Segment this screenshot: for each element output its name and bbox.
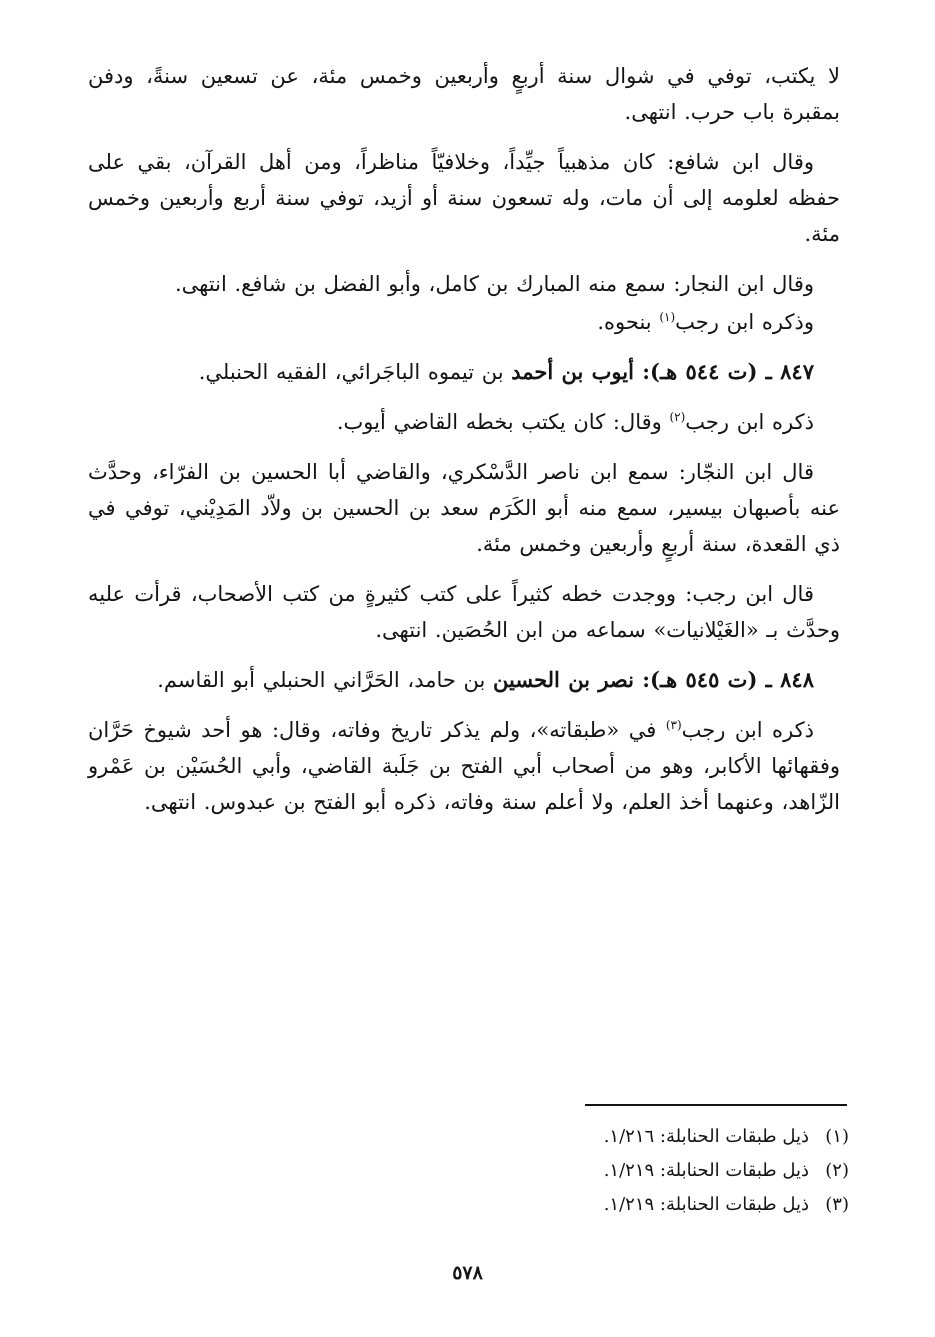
paragraph-4: وذكره ابن رجب$^{(١)}$ بنحوه. <box>597 310 814 334</box>
paragraph-7: قال ابن النجّار: سمع ابن ناصر الدَّسْكري، والقاضي أبا الحسين بن الفرّاء، وحدَّث عنه بأصبهان بيسير، سمع منه أبو الكَرَم سعد بن الحسين بن ولاّد المَدِيْني، توفي في ذي القعدة، سنة أربعٍ وأربعين وخمس مئة. <box>88 460 840 556</box>
footnote-2: (٢)ذيل طبقات الحنابلة: ١/٢١٩. <box>603 1160 849 1181</box>
footnote-ref-1: (١) <box>659 310 676 324</box>
footnote-ref-2: (٢) <box>669 410 686 424</box>
footnote-3: (٣)ذيل طبقات الحنابلة: ١/٢١٩. <box>603 1194 849 1215</box>
entry-847-heading: ٨٤٧ ـ (ت ٥٤٤ هـ): أيوب بن أحمد <box>511 359 814 384</box>
paragraph-6: ذكره ابن رجب$^{(٢)}$ وقال: كان يكتب بخطه القاضي أيوب. <box>336 410 814 434</box>
entry-848: ٨٤٨ ـ (ت ٥٤٥ هـ): نصر بن الحسين بن حامد، الحَرَّاني الحنبلي أبو القاسم. <box>157 667 814 692</box>
footnotes <box>349 1120 849 1222</box>
paragraph-3: وقال ابن النجار: سمع منه المبارك بن كامل، وأبو الفضل بن شافع. انتهى. <box>174 272 814 296</box>
paragraph-1: لا يكتب، توفي في شوال سنة أربعٍ وأربعين وخمس مئة، عن تسعين سنةً، ودفن بمقبرة باب حرب. انتهى. <box>88 64 840 124</box>
entry-847: ٨٤٧ ـ (ت ٥٤٤ هـ): أيوب بن أحمد بن تيموه الباجَرائي، الفقيه الحنبلي. <box>198 359 814 384</box>
paragraph-2: وقال ابن شافع: كان مذهبياً جيِّداً، وخلافيّاً مناظراً، ومن أهل القرآن، بقي على حفظه لعلومه إلى أن مات، وله تسعون سنة أو أزيد، توفي سنة أربع وأربعين وخمس مئة. <box>88 150 840 246</box>
footnote-1: (١)ذيل طبقات الحنابلة: ١/٢١٦. <box>603 1126 849 1147</box>
footnote-divider <box>585 1104 847 1106</box>
footnote-ref-3: (٣) <box>665 718 682 732</box>
paragraph-8: قال ابن رجب: ووجدت خطه كثيراً على كتب كثيرةٍ من كتب الأصحاب، قرأت عليه وحدَّث بـ «الغَيْلانيات» سماعه من ابن الحُصَين. انتهى. <box>88 582 840 642</box>
entry-848-heading: ٨٤٨ ـ (ت ٥٤٥ هـ): نصر بن الحسين <box>493 667 814 692</box>
page-number: ٥٧٨ <box>452 1262 483 1284</box>
paragraph-10: ذكره ابن رجب$^{(٣)}$ في «طبقاته»، ولم يذكر تاريخ وفاته، وقال: هو أحد شيوخ حَرَّان وفقهائها الأكابر، وهو من أصحاب أبي الفتح بن جَلَبة القاضي، وأبي الحُسَيْن بن عَمْرو الزّاهد، وعنهما أخذ العلم، ولا أعلم سنة وفاته، ذكره أبو الفتح بن عبدوس. انتهى. <box>88 718 840 814</box>
